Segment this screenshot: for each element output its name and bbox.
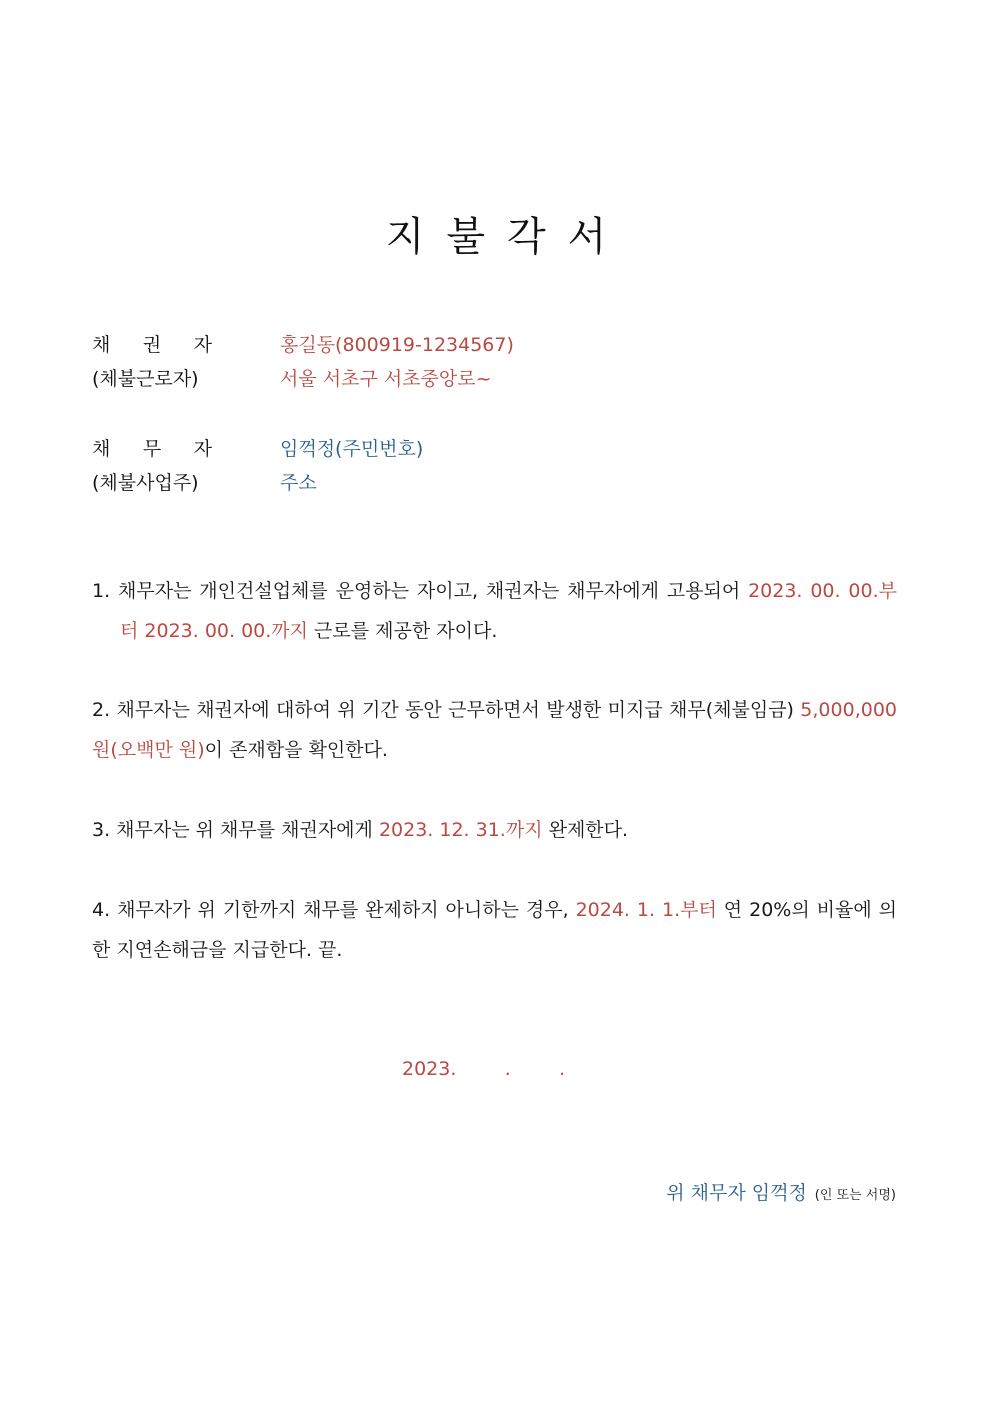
debtor-address: 주소 (280, 472, 317, 494)
creditor-label (92, 330, 212, 357)
clause-1-period: 2023. 00. 00.부터 2023. 00. 00.까지 (120, 580, 897, 642)
debtor-name-id: 임꺽정(주민번호) (280, 438, 424, 460)
signature-text: 위 채무자 임꺽정 (666, 1182, 807, 1204)
creditor-label-char: 권 (142, 334, 162, 356)
debtor-label-char: 채 (92, 438, 111, 460)
clause-1-text-end: 근로를 제공한 자이다. (308, 620, 498, 642)
clause-2-text-end: 이 존재함을 확인한다. (204, 739, 388, 761)
clause-3 (92, 810, 897, 850)
creditor-name-id: 홍길동(800919-1234567) (280, 334, 514, 356)
clause-2 (92, 690, 897, 770)
debtor-label-char: 자 (193, 438, 212, 460)
clause-1-body (92, 571, 897, 651)
creditor-sub-label: (체불근로자) (92, 368, 199, 390)
clause-1 (92, 571, 897, 651)
clause-4-text: 4. 채무자가 위 기한까지 채무를 완제하지 아니하는 경우, (92, 899, 576, 921)
clause-3-text: 3. 채무자는 위 채무를 채권자에게 (92, 819, 379, 841)
document-title: 지불각서 (385, 214, 629, 260)
debtor-label-char: 무 (142, 438, 162, 460)
clause-1-text: 1. 채무자는 개인건설업체를 운영하는 자이고, 채권자는 채무자에게 고용되어 (92, 580, 749, 602)
signature-line (666, 1178, 896, 1205)
creditor-label-char: 자 (193, 334, 212, 356)
clause-3-deadline: 2023. 12. 31.까지 (378, 819, 543, 841)
clause-4-start-date: 2024. 1. 1.부터 (575, 899, 717, 921)
clause-2-amount: 5,000,000원(오백만 원) (92, 699, 897, 761)
document-date: 2023. . . (402, 1058, 566, 1080)
clause-4 (92, 890, 897, 970)
creditor-label-char: 채 (92, 334, 111, 356)
creditor-address: 서울 서초구 서초중앙로~ (280, 368, 492, 390)
clause-3-text-end: 완제한다. (542, 819, 629, 841)
debtor-sub-label: (체불사업주) (92, 472, 199, 494)
signature-note: (인 또는 서명) (814, 1188, 896, 1203)
debtor-label (92, 434, 212, 461)
clause-2-text: 2. 채무자는 채권자에 대하여 위 기간 동안 근무하면서 발생한 미지급 채무(체불임금) (92, 699, 801, 721)
clause-4-text-end: 연 20%의 비율에 의한 지연손해금을 지급한다. 끝. (92, 899, 898, 961)
